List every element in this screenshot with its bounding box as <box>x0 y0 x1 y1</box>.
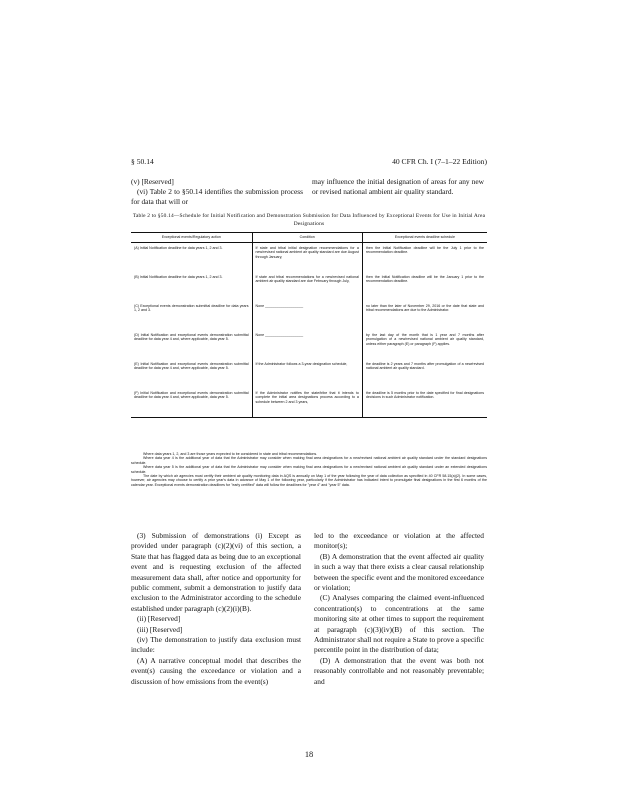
column-header: Condition <box>252 233 362 243</box>
intro-right-column <box>312 177 484 197</box>
table-cell: (C) Exceptional events demonstration submittal deadline for data years 1, 2 and 3. <box>134 304 249 313</box>
table-cell: If state and tribal initial designation recommendations for a new/revised national ambient air quality standard are due August through January, <box>252 243 362 273</box>
section-header: § 50.14 <box>131 157 154 166</box>
table-cell: If the Administrator follows a 3-year designation schedule, <box>252 359 362 388</box>
table-cell: (D) Initial Notification and exceptional events demonstration submittal deadline for data year 4 and, where applicable, data year 5. <box>134 333 249 342</box>
table-note: Where data years 1, 2, and 3 are those years expected to be considered in state and tribal recommendations. <box>143 452 318 456</box>
table-cell: the deadline is 2 years and 7 months after promulgation of a new/revised national ambient air quality standard. <box>362 359 487 388</box>
table-cell: None ___________________ <box>252 330 362 359</box>
paragraph: (v) [Reserved] <box>131 177 174 186</box>
table-cell: then the Initial Notification deadline will be the July 1 prior to the recommendation deadline. <box>362 243 487 273</box>
column-header: Exceptional events/Regulatory action <box>131 233 252 243</box>
table-cell: the deadline is 5 months prior to the date specified for final designations decisions in such Administrator notification. <box>362 388 487 418</box>
table-header-row <box>131 233 487 243</box>
table-cell: no later than the later of November 29, 2016 or the date that state and tribal recommendations are due to the Administrator. <box>362 301 487 330</box>
table-cell: (B) Initial Notification deadline for data years 1, 2 and 3. <box>134 275 223 279</box>
table-note: The date by which air agencies must certify their ambient air quality monitoring data in AQS is annually on May 1 of the year following the year of data collection as specified in 40 CFR 58.15(a)(2). In some cases, however, air agencies may choose to certify a prior year's data in advance of May 1 of the following year, particularly if the Administrator has indicated intent to promulgate final designations in the first 6 months of the calendar year. Exceptional events demonstration deadlines for "early certified" data will follow the deadlines for "year 4" and "year 5" data. <box>131 474 487 487</box>
paragraph: may influence the initial designation of areas for any new or revised national ambient air quality standard. <box>312 177 484 196</box>
paragraph: (ii) [Reserved] <box>137 614 181 624</box>
body-right-column <box>314 531 484 687</box>
table-notes <box>131 452 487 487</box>
table-note: Where data year 5 is the additional year of data that the Administrator may consider when making final area designations for a new/revised national ambient air quality standard under an extended designations schedule. <box>131 465 487 474</box>
paragraph: (A) A narrative conceptual model that describes the event(s) causing the exceedance or violation and a discussion of how emissions from the event(s) <box>131 655 301 686</box>
paragraph: (C) Analyses comparing the claimed event-influenced concentration(s) to concentrations at the same monitoring site at other times to support the requirement at paragraph (c)(3)(iv)(B) of this section. The Administrator shall not require a State to prove a specific percentile point in the distribution of data; <box>314 593 484 655</box>
table-caption: Table 2 to §50.14—Schedule for Initial Notification and Demonstration Submission for Data Influenced by Exceptional Events for Use in Initial Area Designations <box>132 213 486 227</box>
schedule-table <box>131 232 487 418</box>
column-header: Exceptional events deadline schedule <box>362 233 487 243</box>
paragraph: led to the exceedance or violation at the affected monitor(s); <box>314 531 484 551</box>
table-cell: (A) Initial Notification deadline for data years 1, 2 and 3. <box>134 246 223 250</box>
page-number: 18 <box>304 750 314 759</box>
paragraph: (vi) Table 2 to §50.14 identifies the submission process for data that will or <box>131 187 303 206</box>
table-note: Where data year 4 is the additional year of data that the Administrator may consider when making final area designations for a new/revised national ambient air quality standard under the standard designations schedule. <box>131 456 487 465</box>
table-cell: (E) Initial Notification and exceptional events demonstration submittal deadline for data year 4 and, where applicable, data year 5. <box>134 362 249 371</box>
table-row <box>131 243 487 273</box>
body-left-column <box>131 531 301 687</box>
paragraph: (3) Submission of demonstrations (i) Except as provided under paragraph (c)(2)(vi) of this section, a State that has flagged data as being due to an exceptional event and is requesting exclusion of the affected measurement data shall, after notice and opportunity for public comment, submit a demonstration to justify data exclusion to the Administrator according to the schedule established under paragraph (c)(2)(i)(B). <box>131 531 301 613</box>
paragraph: (iii) [Reserved] <box>137 624 183 634</box>
table-row <box>131 359 487 388</box>
intro-left-column <box>131 177 303 207</box>
table-cell: If the Administrator notifies the state/tribe that it intends to complete the initial area designations process according to a schedule between 2 and 3 years, <box>252 388 362 418</box>
table-row <box>131 388 487 418</box>
cfr-citation-header: 40 CFR Ch. I (7–1–22 Edition) <box>392 157 487 166</box>
table-row <box>131 330 487 359</box>
table-cell: then the Initial Notification deadline will be the January 1 prior to the recommendation deadline. <box>362 272 487 301</box>
table-row <box>131 301 487 330</box>
table-cell: If state and tribal recommendations for a new/revised national ambient air quality standard are due February through July, <box>252 272 362 301</box>
paragraph: (iv) The demonstration to justify data exclusion must include: <box>131 635 301 655</box>
paragraph: (B) A demonstration that the event affected air quality in such a way that there exists a clear causal relationship between the specific event and the monitored exceedance or violation; <box>314 551 484 593</box>
paragraph: (D) A demonstration that the event was both not reasonably controllable and not reasonably preventable; and <box>314 655 484 686</box>
table-cell: (F) Initial Notification and exceptional events demonstration submittal deadline for data year 4 and, where applicable, data year 5. <box>131 388 252 418</box>
table-row <box>131 272 487 301</box>
table-cell: by the last day of the month that is 1 year and 7 months after promulgation of a new/revised national ambient air quality standard, unless either paragraph (E) or paragraph (F) applies. <box>362 330 487 359</box>
table-cell: None ___________________ <box>252 301 362 330</box>
